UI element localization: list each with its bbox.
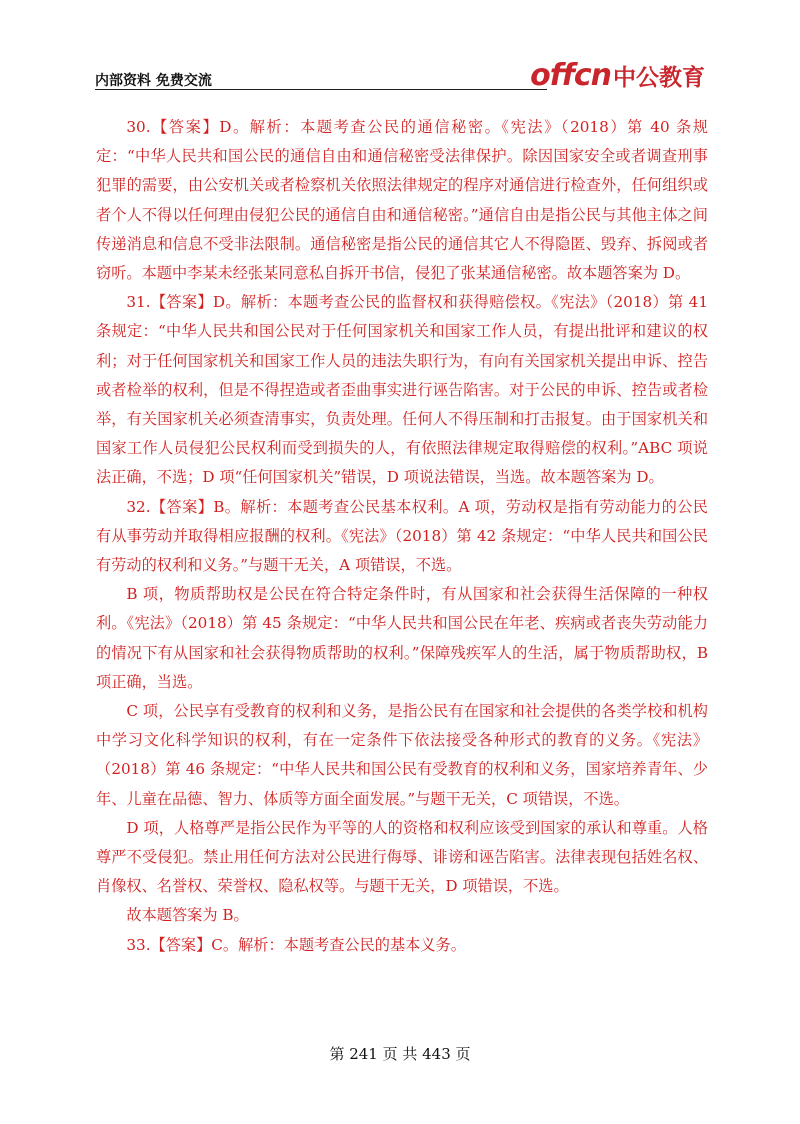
header-label: 内部资料 免费交流 <box>95 73 212 89</box>
page-header <box>95 58 705 92</box>
paragraph-q33: 33.【答案】C。解析：本题考查公民的基本义务。 <box>126 935 466 954</box>
offcn-logo <box>530 58 705 92</box>
paragraph-q32-answer: 故本题答案为 B。 <box>126 906 249 925</box>
paragraph-q32-c: C 项，公民享有受教育的权利和义务，是指公民有在国家和社会提供的各类学校和机构中学习文化科学知识的权利，有在一定条件下依法接受各种形式的教育的义务。《宪法》（2018）第 46 条规定：“中华人民共和国公民有受教育的权利和义务，国家培养青年、少年、儿童在品德、智力、体质等方面全面发展。”与题干无关，C 项错误，不选。 <box>96 702 708 808</box>
logo-text-en: offcn <box>530 57 611 93</box>
paragraph-q31: 31.【答案】D。解析：本题考查公民的监督权和获得赔偿权。《宪法》（2018）第 41 条规定：“中华人民共和国公民对于任何国家机关和国家工作人员，有提出批评和建议的权利；对于任何国家机关和国家工作人员的违法失职行为，有向有关国家机关提出申诉、控告或者检举的权利，但是不得捏造或者歪曲事实进行诬告陷害。对于公民的申诉、控告或者检举，有关国家机关必须查清事实，负责处理。任何人不得压制和打击报复。由于国家机关和国家工作人员侵犯公民权利而受到损失的人，有依照法律规定取得赔偿的权利。”ABC 项说法正确，不选；D 项“任何国家机关”错误，D 项说法错误，当选。故本题答案为 D。 <box>96 293 708 487</box>
header-rule <box>95 89 547 90</box>
logo-text-cn: 中公教育 <box>613 64 705 91</box>
paragraph-q30: 30.【答案】D。解析：本题考查公民的通信秘密。《宪法》（2018）第 40 条规定：“中华人民共和国公民的通信自由和通信秘密受法律保护。除因国家安全或者调查刑事犯罪的需要，由公安机关或者检察机关依照法律规定的程序对通信进行检查外，任何组织或者个人不得以任何理由侵犯公民的通信自由和通信秘密。”通信自由是指公民与其他主体之间传递消息和信息不受非法限制。通信秘密是指公民的通信其它人不得隐匿、毁弃、拆阅或者窃听。本题中李某未经张某同意私自拆开书信，侵犯了张某通信秘密。故本题答案为 D。 <box>96 118 708 283</box>
paragraph-q32-b: B 项，物质帮助权是公民在符合特定条件时，有从国家和社会获得生活保障的一种权利。《宪法》（2018）第 45 条规定：“中华人民共和国公民在年老、疾病或者丧失劳动能力的情况下有从国家和社会获得物质帮助的权利。”保障残疾军人的生活，属于物质帮助权，B 项正确，当选。 <box>96 585 708 691</box>
answer-content <box>96 113 708 960</box>
paragraph-q32: 32.【答案】B。解析：本题考查公民基本权利。A 项，劳动权是指有劳动能力的公民有从事劳动并取得相应报酬的权利。《宪法》（2018）第 42 条规定：“中华人民共和国公民有劳动的权利和义务。”与题干无关，A 项错误，不选。 <box>96 497 708 575</box>
page-footer: 第 241 页 共 443 页 <box>329 1045 471 1063</box>
paragraph-q32-d: D 项，人格尊严是指公民作为平等的人的资格和权利应该受到国家的承认和尊重。人格尊严不受侵犯。禁止用任何方法对公民进行侮辱、诽谤和诬告陷害。法律表现包括姓名权、肖像权、名誉权、荣誉权、隐私权等。与题干无关，D 项错误，不选。 <box>96 818 708 896</box>
